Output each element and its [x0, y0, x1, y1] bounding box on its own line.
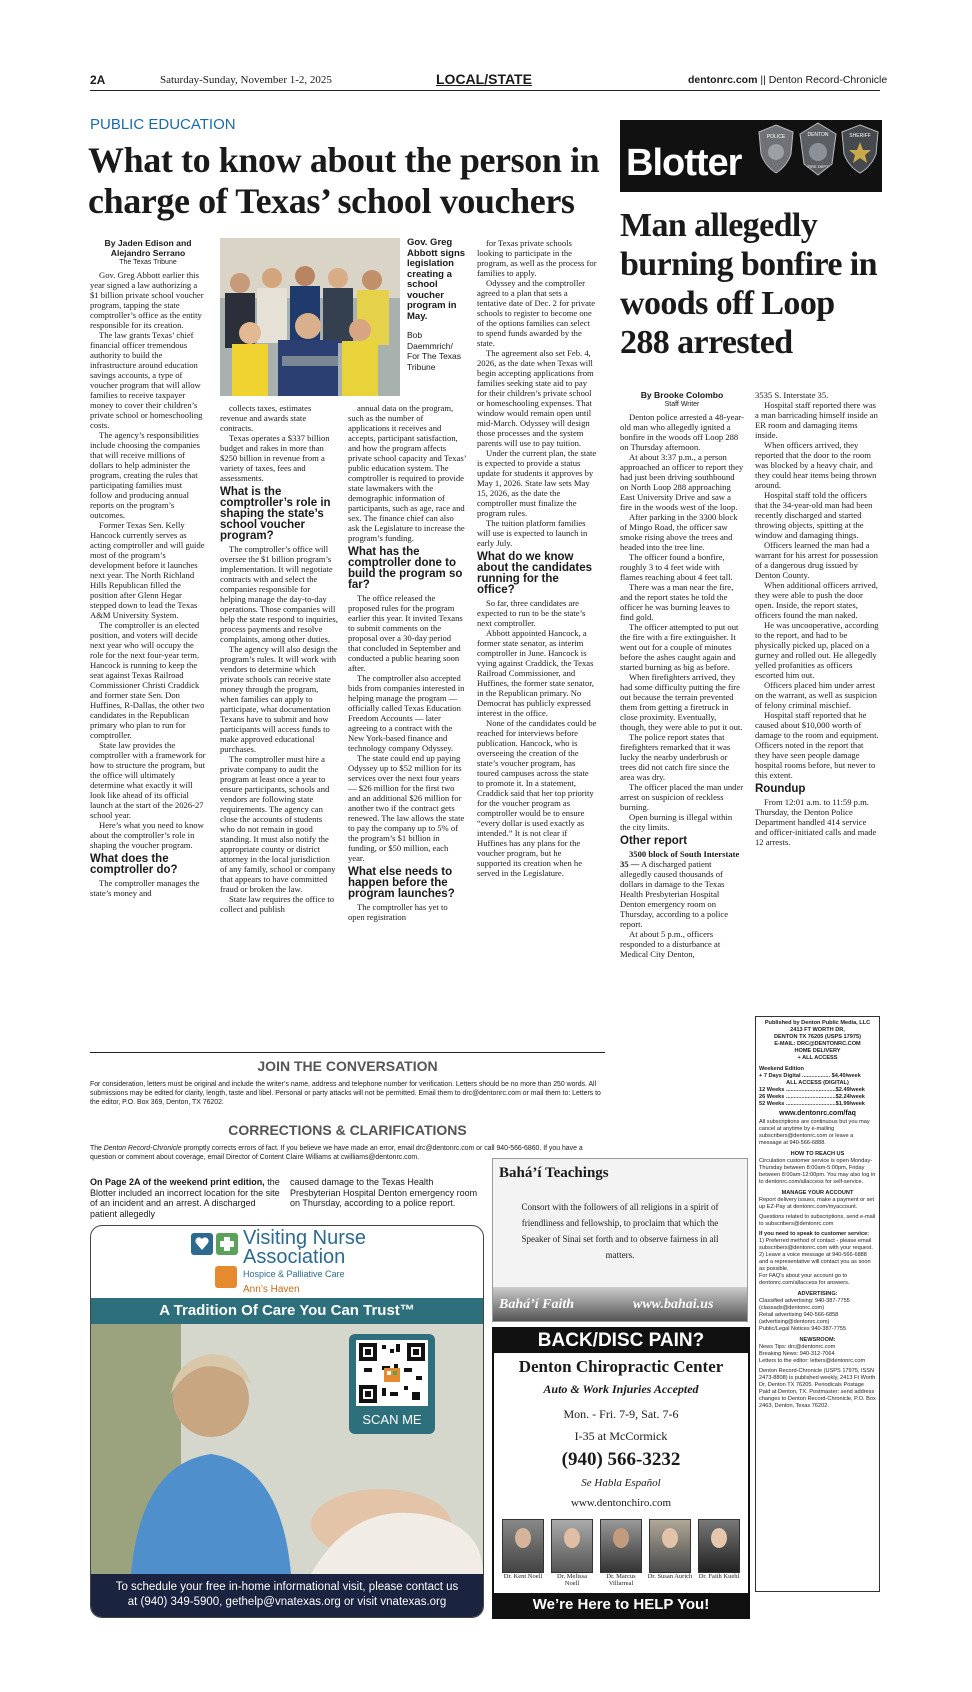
article-column-3: annual data on the program, such as the number of applications it receives and accepts, participant satisfaction, and how the program affects private school capacity and Texas’ public education system. The comptroller is required to provide state lawmakers with the demographic information of participants, such as age, race and sex. The finance chief can also ask the Legislature to increase the program’s funding. What has the comptroller done to build the program so far? The office released the proposed rules for the program earlier this year. It invited Texans to submit comments on the proposal over a 30-day period that concluded in September and conducted a public hearing soon after. The comptroller also accepted bids from companies interested in helping manage the program — officially called Texas Education Freedom Accounts — later agreeing to a contract with the New York-based finance and technology company Odyssey. The state could end up paying Odyssey up to $52 million for its services over the next four years — $26 million for the first two and an additional $26 million for another two if the contract gets renewed. The law allows the state to pay the company up to 5% of the program’s $1 billion in funding, or $50 million, each year. What else needs to happen before the program launches? The comptroller has yet to open registration [348, 403, 466, 922]
blotter-column-1: By Brooke Colombo Staff Writer Denton police arrested a 48-year-old man who allegedly ignited a bonfire in the woods off Loop 288 on Thursday afternoon. At about 3:37 p.m., a person approached an officer to report they had just been driving southbound on North Loop 288 approaching East University Drive and saw a fire in the woods west of the loop. After parking in the 3300 block of Mingo Road, the officer saw smoke rising above the trees and headed into the tree line. The officer found a bonfire, roughly 3 to 4 feet wide with flames reaching about 4 feet tall. There was a man near the fire, and the report states he told the officer he was burning leaves to find gold. The officer attempted to put out the fire with a fire extinguisher. It went out for a couple of minutes before the ashes caught again and started burning as big as before. When firefighters arrived, they had some difficulty putting the fire out because the terrain prevented them from getting a firetruck in close proximity. Eventually, though, they were able to put it out. The police report states that firefighters remarked that it was lucky the nearby underbrush or trees did not catch fire since the area was dry. The officer placed the man under arrest on suspicion of reckless burning. Open burning is illegal within the city limits. Other report 3500 block of South Interstate 35 — A discharged patient allegedly caused thousands of dollars in damage to the Texas Health Presbyterian Hospital Denton emergency room on Thursday, according to a police report. At about 5 p.m., officers responded to a disturbance at Medical City Denton, [620, 390, 744, 959]
doctor-photo [551, 1519, 593, 1573]
subhead: Other report [620, 835, 688, 847]
blotter-byline: By Brooke Colombo [640, 390, 724, 400]
doctor-card: Dr. Susan Aurich [647, 1519, 693, 1580]
subhead: What has the comptroller done to build the program so far? [348, 546, 463, 591]
sheriff-badge-icon [840, 124, 880, 174]
chiro-hours: Mon. - Fri. 7-9, Sat. 7-6 [563, 1407, 679, 1421]
police-badge-icon [757, 124, 795, 174]
chiro-banner: BACK/DISC PAIN? [494, 1329, 748, 1353]
subhead: What does the comptroller do? [90, 853, 178, 876]
byline-org: The Texas Tribune [119, 259, 177, 266]
subhead: What do we know about the candidates running for the office? [477, 551, 593, 596]
svg-text:FIRE DEPT: FIRE DEPT [807, 164, 829, 169]
vna-subtitle: Hospice & Palliative Care [243, 1269, 345, 1279]
chiro-web[interactable]: www.dentonchiro.com [570, 1497, 672, 1509]
doctor-card: Dr. Faith Kuehl [696, 1519, 742, 1580]
anns-haven-icon [215, 1266, 237, 1288]
publisher-info-box: Published by Denton Public Media, LLC 2413 FT WORTH DR, DENTON TX 76205 (USPS 17975) E-MAIL: DRC@DENTONRC.COM HOME DELIVERY + ALL ACCESS Weekend Edition + 7 Days Digital .................. $4.40/week ALL ACCESS (DIGITAL) 12 Weeks ................................$2.49/week 26 Weeks ................................$2.24/week 52 Weeks ................................$1.99/week www.dentonrc.com/faq All subscriptions are continuous but you may cancel at anytime by e-mailing subscribers@dentonrc.com or leave a message at 940-566-6888. HOW TO REACH US Circulation customer service is open Monday-Thursday between 8:00am-5:00pm, Friday between 8:00am-12:00pm. You may also log in to dentonrc.com/allaccess for self-service. MANAGE YOUR ACCOUNT Report delivery issues, make a payment or set up EZ-Pay at dentonrc.com/myaccount. Questions related to subscriptions, send e-mail to subscribers@dentonrc.com If you need to speak to customer service: 1) Preferred method of contact - please email subscribers@dentonrc.com with your request. 2) Leave a voice message at 940-566-6888 and a representative will contact you as soon as possible. For FAQ’s about your account go to dentonrc.com/allaccess for answers. ADVERTISING: Classified advertising: 940-387-7755 (classads@dentonrc.com) Retail advertising 940-566-6858 (advertising@dentonrc.com) Public/Legal Notices 940-387-7755 NEWSROOM: News Tips: drc@dentonrc.com Breaking News: 940-312-7064 Letters to the editor: letters@dentonrc.com Denton Record-Chronicle (USPS 17975, ISSN 2473-8808) is published weekly, 2413 Ft Worth Dr, Denton TX 76205. Periodicals Postage Paid at Denton, TX. Postmaster: send address changes to Denton Record-Chronicle, P.O. Box 2463, Denton, Texas 76202. [755, 1016, 880, 1592]
doctor-photo [698, 1519, 740, 1573]
bahai-ad[interactable] [492, 1158, 748, 1322]
blotter-banner [620, 120, 882, 192]
vna-tagline: A Tradition Of Care You Can Trust™ [91, 1298, 483, 1324]
doctor-photo [502, 1519, 544, 1573]
svg-text:DENTON: DENTON [807, 132, 829, 138]
fire-badge-icon [798, 122, 838, 176]
chiro-ad[interactable] [492, 1327, 750, 1619]
masthead-site: dentonrc.com || Denton Record-Chronicle [688, 74, 888, 86]
blotter-byline-role: Staff Writer [664, 401, 700, 408]
corrections-col-2: caused damage to the Texas Health Presbyterian Hospital Denton emergency room on Thursday, according to a police report. [290, 1177, 478, 1208]
page-number: 2A [90, 73, 106, 87]
bahai-body: Consort with the followers of all religions in a spirit of friendliness and fellowship, to proclaim that which the Speaker of Sinai set forth and to observe fairness in all matters. [521, 1202, 719, 1260]
bahai-title: Bahá’í Teachings [499, 1165, 609, 1181]
vna-name: Visiting Nurse Association [243, 1227, 367, 1268]
doctor-photo [649, 1519, 691, 1573]
chiro-phone[interactable]: (940) 566-3232 [561, 1449, 681, 1470]
svg-text:SHERIFF: SHERIFF [849, 133, 871, 139]
doctor-card: Dr. Marcus Villarreal [598, 1519, 644, 1587]
vna-logo-icon [191, 1233, 239, 1259]
photo-caption: Gov. Greg Abbott signs legislation creating a school voucher program in May. Bob Daemmrich/ For The Texas Tribune [407, 237, 466, 372]
vna-ad[interactable] [90, 1225, 484, 1618]
article-column-4: for Texas private schools looking to participate in the program, as well as the process for families to apply. Odyssey and the comptroller agreed to a plan that sets a tentative date of Dec. 2 for private schools to register to become one of the options families can select to spend funds awarded by the state. The agreement also set Feb. 4, 2026, as the date when Texas will begin accepting applications from families seeking state aid to pay for their children’s private school or homeschooling expenses. That window would remain open until mid-March. Odyssey will design those processes and the system parents will use to pay tuition. Under the current plan, the state is expected to provide a status update for students it approves by May 1, 2026. State law sets May 15, 2026, as the date the comptroller must finalize the program rules. The tuition platform families will use is expected to launch in early July. What do we know about the candidates running for the office? So far, three candidates are expected to run to be the state’s next comptroller. Abbott appointed Hancock, a former state senator, as interim comptroller in June. Hancock is vying against Craddick, the Texas Railroad Commissioner, and Huffines, the former state senator, in the Republican primary. No Democrat has publicly expressed interest in the office. None of the candidates could be reached for interviews before publication. Hancock, who is overseeing the creation of the state’s voucher program, has toured campuses across the state to promote it. In a statement, Craddick said that her top priority for the voucher program as comptroller would be to ensure “every dollar is used exactly as intended.” It is not clear if Huffines has any plans for the voucher program, but he supported its creation when he served in the Legislature. [477, 238, 597, 878]
chiro-spanish: Se Habla Español [581, 1477, 661, 1489]
corrections-title: CORRECTIONS & CLARIFICATIONS [228, 1122, 467, 1138]
vna-scan-label: SCAN ME [362, 1412, 422, 1427]
page-title: What to know about the person in charge of Texas’ school vouchers [88, 140, 600, 221]
blotter-headline: Man allegedly burning bonfire in woods off Loop 288 arrested [620, 207, 877, 361]
chiro-sub: Auto & Work Injuries Accepted [543, 1382, 699, 1396]
conversation-body: For consideration, letters must be original and include the writer’s name, address and telephone number for verification. Letters should be no more than 250 words. All submissions may be edited for clarity, length, taste and libel. Personal or party attacks will not be permitted. Email them to drc@dentonrc.com or mail them to: Letters to the editor, P.O. Box 369, Denton, TX 76202. [90, 1081, 601, 1106]
voucher-signing-photo [220, 238, 400, 396]
photo-credit: Bob Daemmrich/ For The Texas Tribune [407, 330, 462, 372]
subhead: What is the comptroller’s role in shaping the state’s school voucher program? [220, 486, 331, 542]
issue-date: Saturday-Sunday, November 1-2, 2025 [160, 74, 332, 86]
bahai-footer: Bahá’í Faith www.bahai.us [493, 1287, 747, 1321]
doctor-photo [600, 1519, 642, 1573]
corrections-col-1: On Page 2A of the weekend print edition, the Blotter included an incorrect location for the site of an incident and an arrest. A discharged patient allegedly [90, 1177, 280, 1219]
vna-anns-haven: Ann’s Haven [243, 1284, 300, 1295]
chiro-name: Denton Chiropractic Center [518, 1357, 724, 1376]
doctor-card: Dr. Melissa Noell [549, 1519, 595, 1587]
blotter-title: Blotter [626, 142, 742, 184]
conversation-title: JOIN THE CONVERSATION [257, 1058, 438, 1074]
kicker: PUBLIC EDUCATION [90, 116, 236, 133]
blotter-column-2: 3535 S. Interstate 35. Hospital staff reported there was a man barricading himself inside an ER room and damaging items inside. When officers arrived, they reported that the door to the room was blocked by a heavy chair, and they could hear items being thrown around. Hospital staff told the officers that the 34-year-old man had been recently discharged and started throwing objects, spitting at the window and damaging things. Officers learned the man had a warrant for his arrest for possession of a dangerous drug issued by Denton County. When additional officers arrived, they were able to push the door open. Inside, the report states, officers found the man naked. He was uncooperative, according to the report, and had to be physically picked up, placed on a gurney and rolled out. He allegedly yelled profanities as officers escorted him out. Officers placed him under arrest on the warrant, as well as suspicion of felony criminal mischief. Hospital staff reported that he caused about $10,000 worth of damage to the room and equipment. Officers noted in the report that they have seen people damage hospital rooms before, but never to this extent. Roundup From 12:01 a.m. to 11:59 p.m. Thursday, the Denton Police Department handled 414 service and officer-initiated calls and made 12 arrests. [755, 390, 879, 847]
doctor-card: Dr. Kent Noell [500, 1519, 546, 1580]
chiro-location: I-35 at McCormick [574, 1429, 668, 1443]
article-column-1: By Jaden Edison and Alejandro Serrano The Texas Tribune Gov. Greg Abbott earlier this year signed a law authorizing a $1 billion private school voucher program, tapping the state comptroller’s office as the entity responsible for its creation. The law grants Texas’ chief financial officer tremendous authority to build the infrastructure around education savings accounts, a type of voucher program that will allow families to receive taxpayer money to cover their children’s private school or homeschooling costs. The agency’s responsibilities include choosing the companies that will receive millions of dollars to help administer the program, creating the rules that participating families must follow and producing annual reports on the program’s outcomes. Former Texas Sen. Kelly Hancock currently serves as acting comptroller and will guide most of the program’s development before it launches next year. The North Richland Hills Republican filled the position after Glenn Hegar stepped down to lead the Texas A&M University System. The comptroller is an elected position, and voters will decide next year who will occupy the role for the next four-year term. Hancock is running to keep the seat against Texas Railroad Commissioner Christi Craddick and former state Sen. Don Huffines, R-Dallas, the other two candidates in the Republican primary who plan to run for comptroller. State law provides the comptroller with a framework for how to structure the program, but the office will ultimately determine what exactly it will look like ahead of its official launch at the start of the 2026-27 school year. Here’s what you need to know about the comptroller’s role in shaping the voucher program. What does the comptroller do? The comptroller manages the state’s money and [90, 238, 206, 898]
subhead: What else needs to happen before the program launches? [348, 866, 455, 900]
vna-qr-code[interactable] [349, 1334, 435, 1434]
badge-text: POLICE [766, 134, 786, 140]
byline: By Jaden Edison and Alejandro Serrano [104, 238, 192, 258]
corrections-intro: The Denton Record-Chronicle promptly corrects errors of fact. If you believe we have made an error, email drc@dentonrc.com or call 940-566-6860. If you have a question or comment about coverage, email Director of Content Claire Williams at cwilliams@dentonrc.com. [90, 1145, 583, 1161]
chiro-footer: We’re Here to HELP You! [494, 1593, 748, 1617]
section-name: LOCAL/STATE [436, 71, 532, 87]
subhead: Roundup [755, 783, 806, 795]
article-column-2: collects taxes, estimates revenue and awards state contracts. Texas operates a $337 billion budget and rakes in more than $250 billion in revenue from a variety of taxes, fees and assessments. What is the comptroller’s role in shaping the state’s school voucher program? The comptroller’s office will oversee the $1 billion program’s implementation. It will negotiate contracts with and select the companies responsible for helping manage the day-to-day operations. Those companies will help the state respond to inquiries, process payments and resolve complaints, among other duties. The agency will also design the program’s rules. It will work with vendors to determine which private schools can receive state money through the program, when families can apply to participate, what documentation Texans have to submit and how participants will access funds to make approved educational purchases. The comptroller must hire a private company to audit the program at least once a year to ensure participants, schools and vendors are following state requirements. The agency can close the accounts of students who do not remain in good standing. It must also notify the appropriate county or district attorney in the local jurisdiction of any family, school or company that appears to have committed fraud or broken the law. State law requires the office to collect and publish [220, 403, 338, 914]
vna-footer: To schedule your free in-home informational visit, please contact us at (940) 349-5900, gethelp@vnatexas.org or visit vnatexas.org [91, 1574, 483, 1618]
